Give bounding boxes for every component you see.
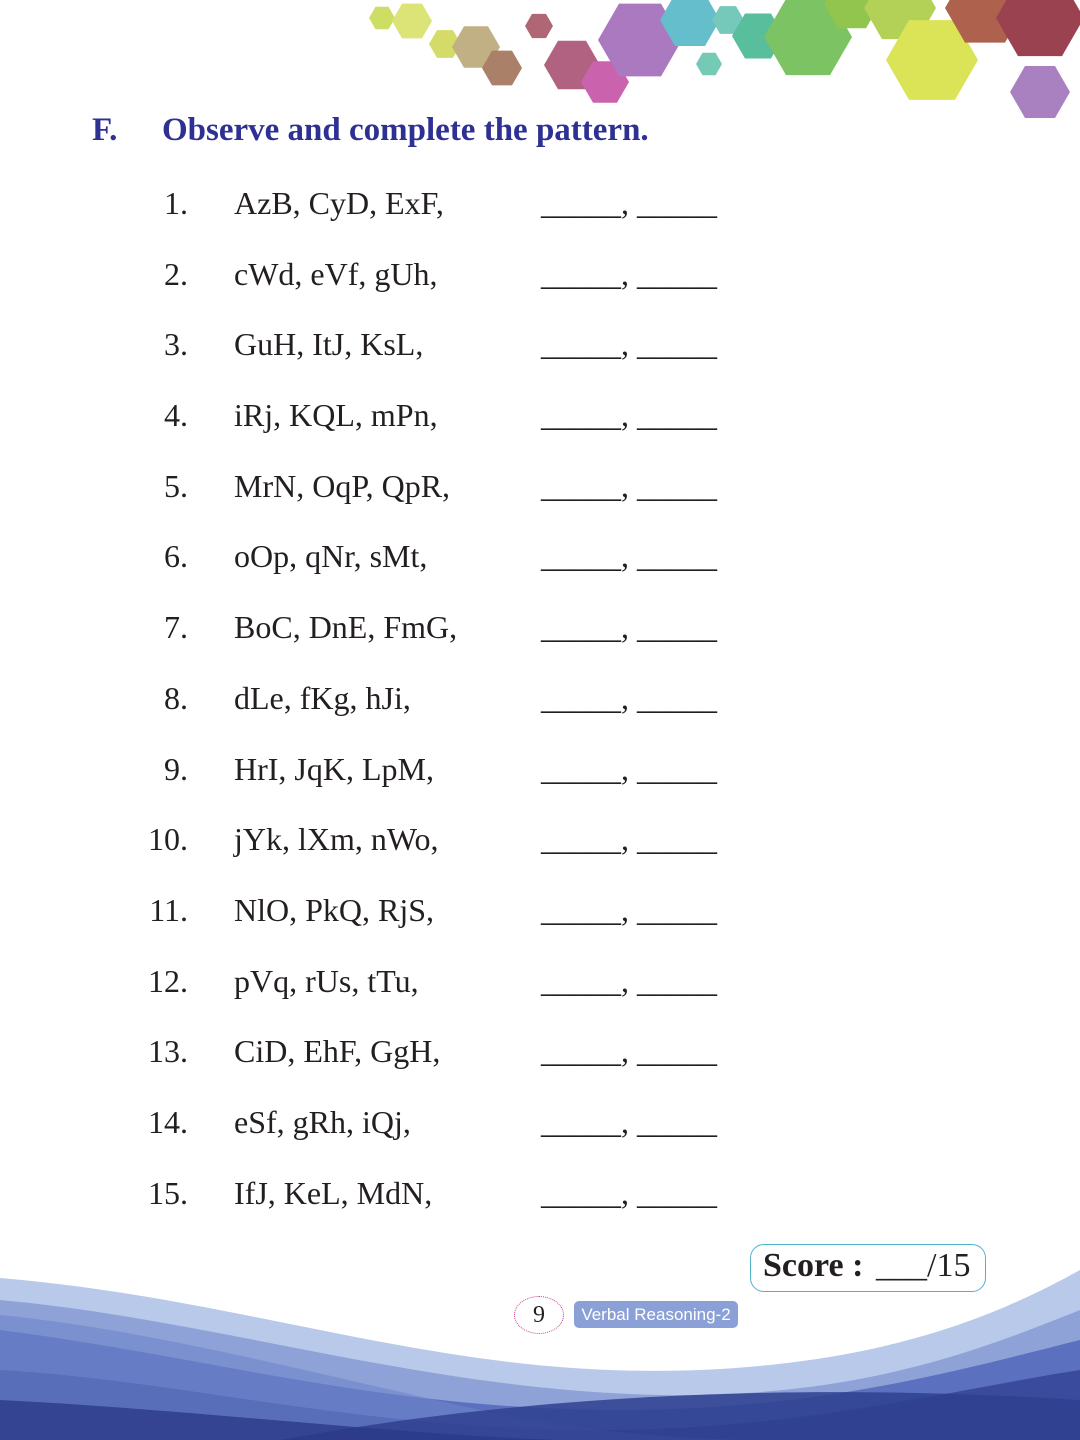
question-item xyxy=(0,1033,1080,1104)
question-number: 14. xyxy=(148,1103,188,1140)
question-pattern: cWd, eVf, gUh, xyxy=(234,255,438,292)
question-item xyxy=(0,256,1080,327)
question-item xyxy=(0,538,1080,609)
score-value[interactable]: ___/15 xyxy=(876,1247,971,1284)
question-item xyxy=(0,1104,1080,1175)
question-number: 10. xyxy=(148,821,188,858)
question-item xyxy=(0,1175,1080,1246)
question-number: 8. xyxy=(164,679,188,716)
answer-blanks[interactable]: _____, _____ xyxy=(541,326,717,363)
answer-blanks[interactable]: _____, _____ xyxy=(541,750,717,787)
question-pattern: oOp, qNr, sMt, xyxy=(234,538,428,575)
question-number: 11. xyxy=(149,891,188,928)
question-item xyxy=(0,680,1080,751)
question-item xyxy=(0,326,1080,397)
answer-blanks[interactable]: _____, _____ xyxy=(541,1103,717,1140)
question-item xyxy=(0,185,1080,256)
answer-blanks[interactable]: _____, _____ xyxy=(541,609,717,646)
question-pattern: GuH, ItJ, KsL, xyxy=(234,326,424,363)
question-pattern: MrN, OqP, QpR, xyxy=(234,467,451,504)
question-number: 4. xyxy=(164,397,188,434)
answer-blanks[interactable]: _____, _____ xyxy=(541,679,717,716)
question-item xyxy=(0,397,1080,468)
question-number: 2. xyxy=(164,255,188,292)
answer-blanks[interactable]: _____, _____ xyxy=(541,1174,717,1211)
question-number: 15. xyxy=(148,1174,188,1211)
answer-blanks[interactable]: _____, _____ xyxy=(541,891,717,928)
answer-blanks[interactable]: _____, _____ xyxy=(541,255,717,292)
question-list xyxy=(0,185,1080,1245)
question-number: 1. xyxy=(164,185,188,221)
question-number: 5. xyxy=(164,467,188,504)
question-pattern: HrI, JqK, LpM, xyxy=(234,750,434,787)
answer-blanks[interactable]: _____, _____ xyxy=(541,962,717,999)
question-item xyxy=(0,963,1080,1034)
answer-blanks[interactable]: _____, _____ xyxy=(541,1033,717,1070)
score-label: Score : xyxy=(763,1247,864,1284)
score-box xyxy=(750,1244,986,1292)
question-pattern: iRj, KQL, mPn, xyxy=(234,397,438,434)
question-item xyxy=(0,468,1080,539)
question-pattern: IfJ, KeL, MdN, xyxy=(234,1174,433,1211)
question-pattern: pVq, rUs, tTu, xyxy=(234,962,419,999)
question-number: 6. xyxy=(164,538,188,575)
section-title: Observe and complete the pattern. xyxy=(162,112,649,148)
question-number: 9. xyxy=(164,750,188,787)
answer-blanks[interactable]: _____, _____ xyxy=(541,821,717,858)
question-pattern: NlO, PkQ, RjS, xyxy=(234,891,435,928)
book-title-tag: Verbal Reasoning-2 xyxy=(574,1301,738,1328)
question-pattern: BoC, DnE, FmG, xyxy=(234,609,458,646)
hexagon-decoration xyxy=(0,0,1080,130)
section-letter: F. xyxy=(92,112,118,148)
question-item xyxy=(0,892,1080,963)
question-number: 7. xyxy=(164,609,188,646)
question-pattern: jYk, lXm, nWo, xyxy=(234,821,439,858)
question-pattern: CiD, EhF, GgH, xyxy=(234,1033,441,1070)
answer-blanks[interactable]: _____, _____ xyxy=(541,397,717,434)
question-number: 12. xyxy=(148,962,188,999)
answer-blanks[interactable]: _____, _____ xyxy=(541,467,717,504)
question-pattern: dLe, fKg, hJi, xyxy=(234,679,411,716)
page-number: 9 xyxy=(514,1296,564,1334)
question-number: 13. xyxy=(148,1033,188,1070)
answer-blanks[interactable]: _____, _____ xyxy=(541,538,717,575)
question-item xyxy=(0,821,1080,892)
question-item xyxy=(0,751,1080,822)
question-number: 3. xyxy=(164,326,188,363)
question-pattern: eSf, gRh, iQj, xyxy=(234,1103,411,1140)
question-pattern: AzB, CyD, ExF, xyxy=(234,185,444,221)
answer-blanks[interactable]: _____, _____ xyxy=(541,185,717,221)
question-item xyxy=(0,609,1080,680)
